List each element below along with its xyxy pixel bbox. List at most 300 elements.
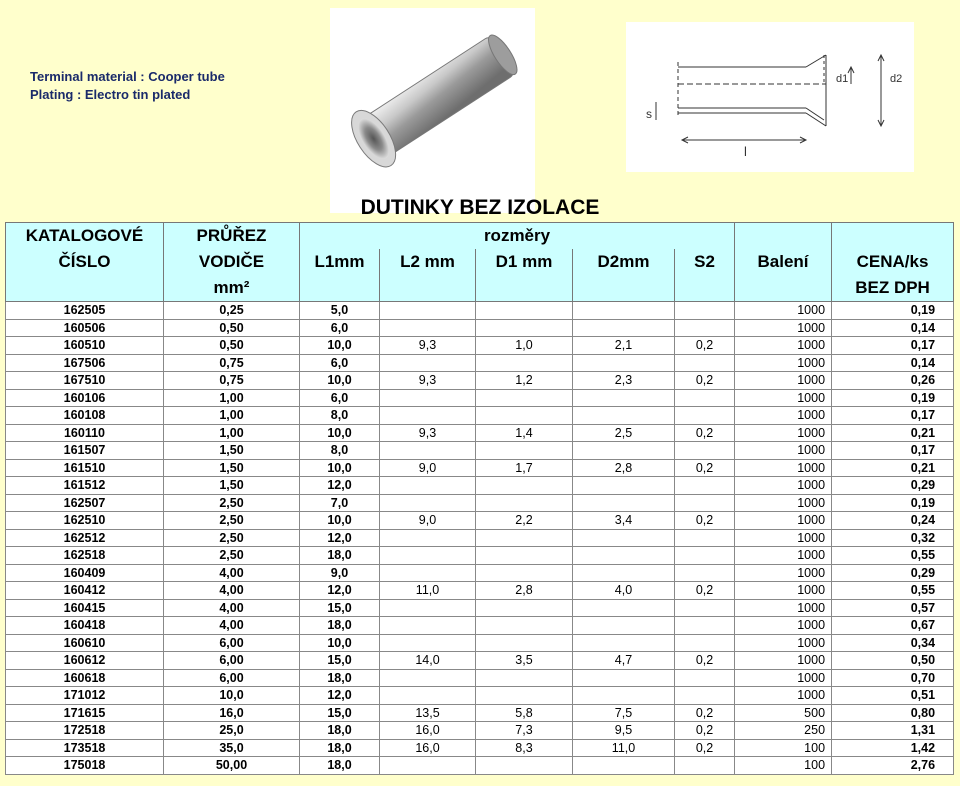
cell-d1 [476,319,573,337]
ferrule-tube-image [330,8,535,213]
cell-l1: 15,0 [300,599,380,617]
cell-d2: 9,5 [573,722,675,740]
cell-d1 [476,529,573,547]
cell-l2 [380,442,476,460]
table-row [6,302,954,320]
cell-cross-section: 4,00 [164,564,300,582]
cell-cross-section: 1,50 [164,459,300,477]
cell-pack: 1000 [735,599,832,617]
cell-catalog-number: 160108 [6,407,164,425]
cell-s2: 0,2 [675,582,735,600]
cell-d1: 1,4 [476,424,573,442]
cell-l2 [380,529,476,547]
cell-l1: 18,0 [300,617,380,635]
cell-d2: 3,4 [573,512,675,530]
cell-cross-section: 6,00 [164,634,300,652]
cell-s2: 0,2 [675,652,735,670]
cell-cross-section: 4,00 [164,599,300,617]
cell-catalog-number: 160415 [6,599,164,617]
cell-s2 [675,354,735,372]
cell-catalog-number: 160106 [6,389,164,407]
cell-d2 [573,564,675,582]
cell-d2 [573,389,675,407]
cell-price: 0,55 [832,582,954,600]
cell-l1: 6,0 [300,319,380,337]
cell-pack: 1000 [735,512,832,530]
cell-cross-section: 0,50 [164,337,300,355]
cell-l2 [380,477,476,495]
header-section-2: VODIČE [164,249,300,275]
cell-l2: 9,3 [380,372,476,390]
cell-price: 0,55 [832,547,954,565]
cell-catalog-number: 160412 [6,582,164,600]
label-d2: d2 [890,73,903,85]
ferrule-dimension-drawing [626,22,914,172]
cell-l1: 7,0 [300,494,380,512]
cell-cross-section: 4,00 [164,617,300,635]
cell-s2: 0,2 [675,459,735,477]
cell-catalog-number: 160409 [6,564,164,582]
cell-d1 [476,687,573,705]
cell-l2 [380,407,476,425]
cell-s2: 0,2 [675,704,735,722]
header-catalog-2: ČÍSLO [6,249,164,275]
header-d1: D1 mm [476,249,573,275]
header-section: PRŮŘEZ [164,223,300,250]
cell-l1: 18,0 [300,722,380,740]
cell-catalog-number: 175018 [6,757,164,775]
cell-s2 [675,319,735,337]
cell-d2 [573,477,675,495]
table-row [6,547,954,565]
cell-d1 [476,407,573,425]
cell-l2 [380,634,476,652]
cell-price: 0,29 [832,564,954,582]
cell-d2: 2,3 [573,372,675,390]
cell-d1 [476,494,573,512]
cell-l2: 16,0 [380,739,476,757]
header-catalog: KATALOGOVÉ [6,223,164,250]
cell-price: 1,42 [832,739,954,757]
cell-l2: 11,0 [380,582,476,600]
cell-d2: 11,0 [573,739,675,757]
cell-d1: 7,3 [476,722,573,740]
cell-catalog-number: 162507 [6,494,164,512]
cell-cross-section: 4,00 [164,582,300,600]
cell-pack: 1000 [735,337,832,355]
cell-s2 [675,477,735,495]
table-row [6,652,954,670]
cell-cross-section: 2,50 [164,547,300,565]
cell-l1: 8,0 [300,442,380,460]
cell-l2 [380,757,476,775]
cell-d2 [573,529,675,547]
cell-l1: 10,0 [300,459,380,477]
cell-cross-section: 50,00 [164,757,300,775]
table-row [6,389,954,407]
table-row [6,372,954,390]
cell-price: 0,57 [832,599,954,617]
cell-price: 0,80 [832,704,954,722]
cell-d2: 4,0 [573,582,675,600]
cell-catalog-number: 160618 [6,669,164,687]
cell-l1: 18,0 [300,757,380,775]
cell-price: 0,26 [832,372,954,390]
cell-cross-section: 1,50 [164,442,300,460]
cell-cross-section: 2,50 [164,494,300,512]
cell-price: 0,14 [832,319,954,337]
label-l: l [744,144,747,159]
cell-d2: 4,7 [573,652,675,670]
cell-l2 [380,319,476,337]
cell-d2 [573,634,675,652]
cell-d2 [573,407,675,425]
material-info [30,68,225,104]
cell-catalog-number: 161510 [6,459,164,477]
header-l2: L2 mm [380,249,476,275]
cell-l1: 10,0 [300,512,380,530]
table-row [6,494,954,512]
table-row [6,354,954,372]
cell-pack: 1000 [735,407,832,425]
cell-pack: 1000 [735,652,832,670]
cell-d2: 2,8 [573,459,675,477]
cell-l2: 16,0 [380,722,476,740]
cell-d1 [476,302,573,320]
cell-price: 0,17 [832,442,954,460]
cell-catalog-number: 167510 [6,372,164,390]
cell-cross-section: 1,50 [164,477,300,495]
cell-catalog-number: 160510 [6,337,164,355]
technical-drawing [626,22,914,172]
cell-d1: 5,8 [476,704,573,722]
cell-pack: 1000 [735,687,832,705]
cell-l2 [380,547,476,565]
cell-price: 0,32 [832,529,954,547]
header-l1-blank [300,275,380,302]
cell-s2: 0,2 [675,739,735,757]
cell-d1: 1,7 [476,459,573,477]
cell-price: 0,17 [832,337,954,355]
ferrule-photo [330,8,535,213]
cell-l2 [380,687,476,705]
cell-l1: 12,0 [300,582,380,600]
cell-s2 [675,302,735,320]
label-s: s [646,107,652,121]
cell-l1: 10,0 [300,372,380,390]
cell-cross-section: 6,00 [164,652,300,670]
cell-cross-section: 35,0 [164,739,300,757]
header-s2-blank [675,275,735,302]
header-dimensions: rozměry [300,223,735,250]
cell-d2 [573,319,675,337]
cell-d2 [573,354,675,372]
cell-s2 [675,407,735,425]
cell-price: 1,31 [832,722,954,740]
cell-cross-section: 10,0 [164,687,300,705]
cell-pack: 1000 [735,547,832,565]
cell-l2: 9,0 [380,459,476,477]
cell-d1 [476,389,573,407]
cell-pack: 1000 [735,494,832,512]
cell-d1 [476,354,573,372]
cell-d1 [476,564,573,582]
cell-catalog-number: 161512 [6,477,164,495]
cell-d1 [476,617,573,635]
cell-pack: 1000 [735,319,832,337]
header-price-2: BEZ DPH [832,275,954,302]
cell-s2: 0,2 [675,337,735,355]
table-row [6,459,954,477]
cell-l1: 10,0 [300,634,380,652]
cell-pack: 1000 [735,477,832,495]
cell-cross-section: 0,25 [164,302,300,320]
cell-catalog-number: 162510 [6,512,164,530]
cell-pack: 1000 [735,372,832,390]
cell-l1: 15,0 [300,652,380,670]
cell-price: 0,21 [832,424,954,442]
ferrule-table [5,222,954,775]
header-price: CENA/ks [832,249,954,275]
cell-d2 [573,687,675,705]
cell-pack: 100 [735,757,832,775]
cell-l1: 12,0 [300,477,380,495]
cell-price: 0,19 [832,494,954,512]
cell-l1: 18,0 [300,669,380,687]
cell-l1: 10,0 [300,337,380,355]
cell-catalog-number: 167506 [6,354,164,372]
cell-price: 0,70 [832,669,954,687]
cell-l2: 9,3 [380,337,476,355]
cell-cross-section: 1,00 [164,424,300,442]
cell-price: 0,24 [832,512,954,530]
cell-d2: 2,1 [573,337,675,355]
cell-l2 [380,564,476,582]
cell-pack: 1000 [735,564,832,582]
cell-s2: 0,2 [675,512,735,530]
table-row [6,739,954,757]
cell-pack: 100 [735,739,832,757]
table-row [6,669,954,687]
cell-d1 [476,757,573,775]
material-line: Terminal material : Cooper tube [30,69,225,84]
table-row [6,634,954,652]
header-l1: L1mm [300,249,380,275]
cell-cross-section: 16,0 [164,704,300,722]
table-body [6,302,954,775]
cell-l1: 12,0 [300,687,380,705]
cell-s2 [675,389,735,407]
table-row [6,582,954,600]
cell-catalog-number: 162512 [6,529,164,547]
cell-l1: 18,0 [300,547,380,565]
cell-cross-section: 0,75 [164,372,300,390]
table-row [6,424,954,442]
header-pack-blank-2 [735,275,832,302]
cell-catalog-number: 160612 [6,652,164,670]
cell-l2 [380,494,476,512]
cell-price: 0,21 [832,459,954,477]
cell-l2 [380,617,476,635]
cell-l2: 9,3 [380,424,476,442]
header-d2: D2mm [573,249,675,275]
cell-catalog-number: 160610 [6,634,164,652]
cell-d1: 2,8 [476,582,573,600]
cell-price: 0,19 [832,389,954,407]
header-section-3: mm² [164,275,300,302]
cell-l2 [380,354,476,372]
cell-d2 [573,302,675,320]
cell-d2: 7,5 [573,704,675,722]
cell-pack: 500 [735,704,832,722]
cell-d1: 2,2 [476,512,573,530]
cell-price: 0,29 [832,477,954,495]
cell-pack: 1000 [735,354,832,372]
cell-s2 [675,687,735,705]
cell-d2 [573,757,675,775]
cell-pack: 250 [735,722,832,740]
cell-d1 [476,599,573,617]
cell-l1: 12,0 [300,529,380,547]
cell-catalog-number: 162518 [6,547,164,565]
cell-price: 0,34 [832,634,954,652]
cell-l1: 15,0 [300,704,380,722]
table-row [6,529,954,547]
cell-d2 [573,669,675,687]
cell-s2 [675,599,735,617]
cell-l2 [380,389,476,407]
cell-pack: 1000 [735,529,832,547]
table-row [6,564,954,582]
table-row [6,687,954,705]
cell-cross-section: 1,00 [164,389,300,407]
cell-s2 [675,564,735,582]
cell-s2: 0,2 [675,372,735,390]
page-title: DUTINKY BEZ IZOLACE [360,196,600,219]
cell-d1 [476,634,573,652]
cell-d2: 2,5 [573,424,675,442]
cell-s2 [675,529,735,547]
cell-s2 [675,669,735,687]
cell-l1: 10,0 [300,424,380,442]
cell-d2 [573,599,675,617]
cell-l1: 8,0 [300,407,380,425]
cell-l2: 13,5 [380,704,476,722]
cell-price: 0,51 [832,687,954,705]
cell-pack: 1000 [735,669,832,687]
cell-d1: 1,0 [476,337,573,355]
cell-d1 [476,547,573,565]
cell-l1: 18,0 [300,739,380,757]
cell-l2: 9,0 [380,512,476,530]
header-pack: Balení [735,249,832,275]
cell-d1: 8,3 [476,739,573,757]
cell-d1 [476,669,573,687]
cell-cross-section: 2,50 [164,529,300,547]
cell-l2 [380,669,476,687]
cell-cross-section: 25,0 [164,722,300,740]
cell-s2: 0,2 [675,722,735,740]
cell-pack: 1000 [735,442,832,460]
cell-pack: 1000 [735,389,832,407]
table-row [6,512,954,530]
cell-catalog-number: 173518 [6,739,164,757]
cell-catalog-number: 171012 [6,687,164,705]
header-catalog-blank [6,275,164,302]
cell-price: 2,76 [832,757,954,775]
cell-l2 [380,302,476,320]
cell-price: 0,17 [832,407,954,425]
cell-price: 0,14 [832,354,954,372]
cell-cross-section: 2,50 [164,512,300,530]
cell-s2: 0,2 [675,424,735,442]
cell-catalog-number: 172518 [6,722,164,740]
cell-pack: 1000 [735,634,832,652]
cell-pack: 1000 [735,459,832,477]
cell-d1 [476,477,573,495]
cell-catalog-number: 171615 [6,704,164,722]
header-pack-blank [735,223,832,250]
cell-s2 [675,617,735,635]
table-row [6,337,954,355]
cell-cross-section: 0,75 [164,354,300,372]
plating-line: Plating : Electro tin plated [30,87,191,102]
table-row [6,319,954,337]
cell-s2 [675,634,735,652]
cell-s2 [675,757,735,775]
cell-cross-section: 0,50 [164,319,300,337]
cell-catalog-number: 161507 [6,442,164,460]
cell-s2 [675,442,735,460]
header-s2: S2 [675,249,735,275]
cell-pack: 1000 [735,424,832,442]
cell-price: 0,50 [832,652,954,670]
cell-l2 [380,599,476,617]
header-l2-blank [380,275,476,302]
cell-s2 [675,494,735,512]
cell-l1: 6,0 [300,389,380,407]
cell-catalog-number: 160418 [6,617,164,635]
table-row [6,617,954,635]
cell-catalog-number: 162505 [6,302,164,320]
cell-l1: 6,0 [300,354,380,372]
table-row [6,477,954,495]
cell-d2 [573,442,675,460]
table-row [6,757,954,775]
table-row [6,407,954,425]
header-d1-blank [476,275,573,302]
cell-l1: 5,0 [300,302,380,320]
cell-d1: 3,5 [476,652,573,670]
table-row [6,704,954,722]
cell-pack: 1000 [735,582,832,600]
cell-d2 [573,494,675,512]
cell-cross-section: 1,00 [164,407,300,425]
header-price-blank [832,223,954,250]
cell-pack: 1000 [735,617,832,635]
table-row [6,442,954,460]
cell-l2: 14,0 [380,652,476,670]
cell-d1 [476,442,573,460]
table-row [6,722,954,740]
cell-pack: 1000 [735,302,832,320]
cell-d2 [573,547,675,565]
cell-d1: 1,2 [476,372,573,390]
cell-s2 [675,547,735,565]
table-row [6,599,954,617]
label-d1: d1 [836,73,849,85]
cell-price: 0,67 [832,617,954,635]
